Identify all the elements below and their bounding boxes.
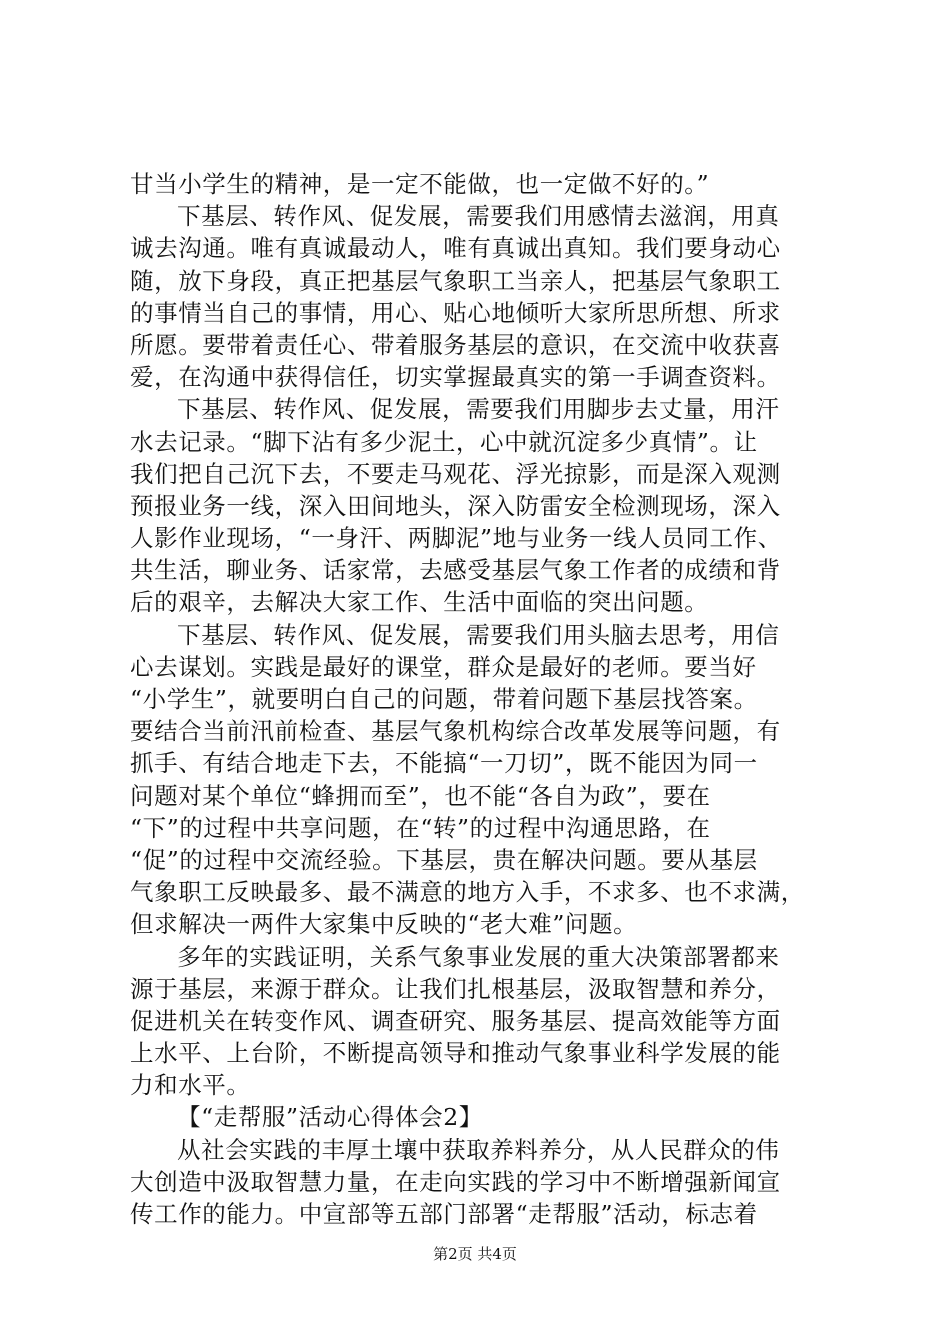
text-line: 水去记录。“脚下沾有多少泥土，心中就沉淀多少真情”。让	[130, 427, 758, 456]
page-footer: 第2页 共4页	[433, 1245, 517, 1263]
text-line: 但求解决一两件大家集中反映的“老大难”问题。	[130, 910, 638, 939]
text-line: 人影作业现场，“一身汗、两脚泥”地与业务一线人员同工作、	[130, 524, 782, 553]
text-line: 多年的实践证明，关系气象事业发展的重大决策部署都来	[177, 942, 780, 971]
text-line: 源于基层，来源于群众。让我们扎根基层，汲取智慧和养分，	[130, 974, 781, 1003]
text-line: 共生活，聊业务、话家常，去感受基层气象工作者的成绩和背	[130, 556, 781, 585]
text-line: 后的艰辛，去解决大家工作、生活中面临的突出问题。	[130, 588, 709, 617]
text-line: 诚去沟通。唯有真诚最动人，唯有真诚出真知。我们要身动心	[130, 234, 781, 263]
text-line: 我们把自己沉下去，不要走马观花、浮光掠影，而是深入观测	[130, 459, 781, 488]
text-line: 从社会实践的丰厚土壤中获取养料养分，从人民群众的伟	[177, 1135, 780, 1164]
text-line: 预报业务一线，深入田间地头，深入防雷安全检测现场，深入	[130, 491, 781, 520]
text-line: 大创造中汲取智慧力量，在走向实践的学习中不断增强新闻宣	[130, 1167, 781, 1196]
text-line: 的事情当自己的事情，用心、贴心地倾听大家所思所想、所求	[130, 298, 781, 327]
text-line: 要结合当前汛前检查、基层气象机构综合改革发展等问题，有	[130, 717, 781, 746]
text-line: 问题对某个单位“蜂拥而至”，也不能“各自为政”，要在	[130, 781, 711, 810]
text-line: 促进机关在转变作风、调查研究、服务基层、提高效能等方面	[130, 1006, 781, 1035]
text-line: 随，放下身段，真正把基层气象职工当亲人，把基层气象职工	[130, 266, 781, 295]
section-heading: 【“走帮服”活动心得体会2】	[177, 1103, 483, 1132]
text-line: 爱，在沟通中获得信任，切实掌握最真实的第一手调查资料。	[130, 363, 781, 392]
text-line: 气象职工反映最多、最不满意的地方入手，不求多、也不求满，	[130, 878, 805, 907]
text-line: 下基层、转作风、促发展，需要我们用脚步去丈量，用汗	[177, 395, 780, 424]
text-line: 甘当小学生的精神，是一定不能做，也一定做不好的。”	[130, 170, 710, 198]
text-line: 下基层、转作风、促发展，需要我们用感情去滋润，用真	[177, 202, 780, 231]
text-line: 传工作的能力。中宣部等五部门部署“走帮服”活动，标志着	[130, 1200, 758, 1228]
text-line: “促”的过程中交流经验。下基层，贵在解决问题。要从基层	[130, 845, 758, 874]
text-line: 抓手、有结合地走下去，不能搞“一刀切”，既不能因为同一	[130, 749, 758, 778]
text-line: 心去谋划。实践是最好的课堂，群众是最好的老师。要当好	[130, 652, 757, 681]
body-text	[130, 168, 830, 1230]
text-line: 上水平、上台阶，不断提高领导和推动气象事业科学发展的能	[130, 1039, 781, 1068]
text-line: “小学生”，就要明白自己的问题，带着问题下基层找答案。	[130, 685, 758, 713]
text-line: “下”的过程中共享问题，在“转”的过程中沟通思路，在	[130, 813, 711, 842]
text-line: 所愿。要带着责任心、带着服务基层的意识，在交流中收获喜	[130, 330, 781, 359]
text-line: 下基层、转作风、促发展，需要我们用头脑去思考，用信	[177, 620, 780, 649]
text-line: 力和水平。	[130, 1071, 251, 1100]
